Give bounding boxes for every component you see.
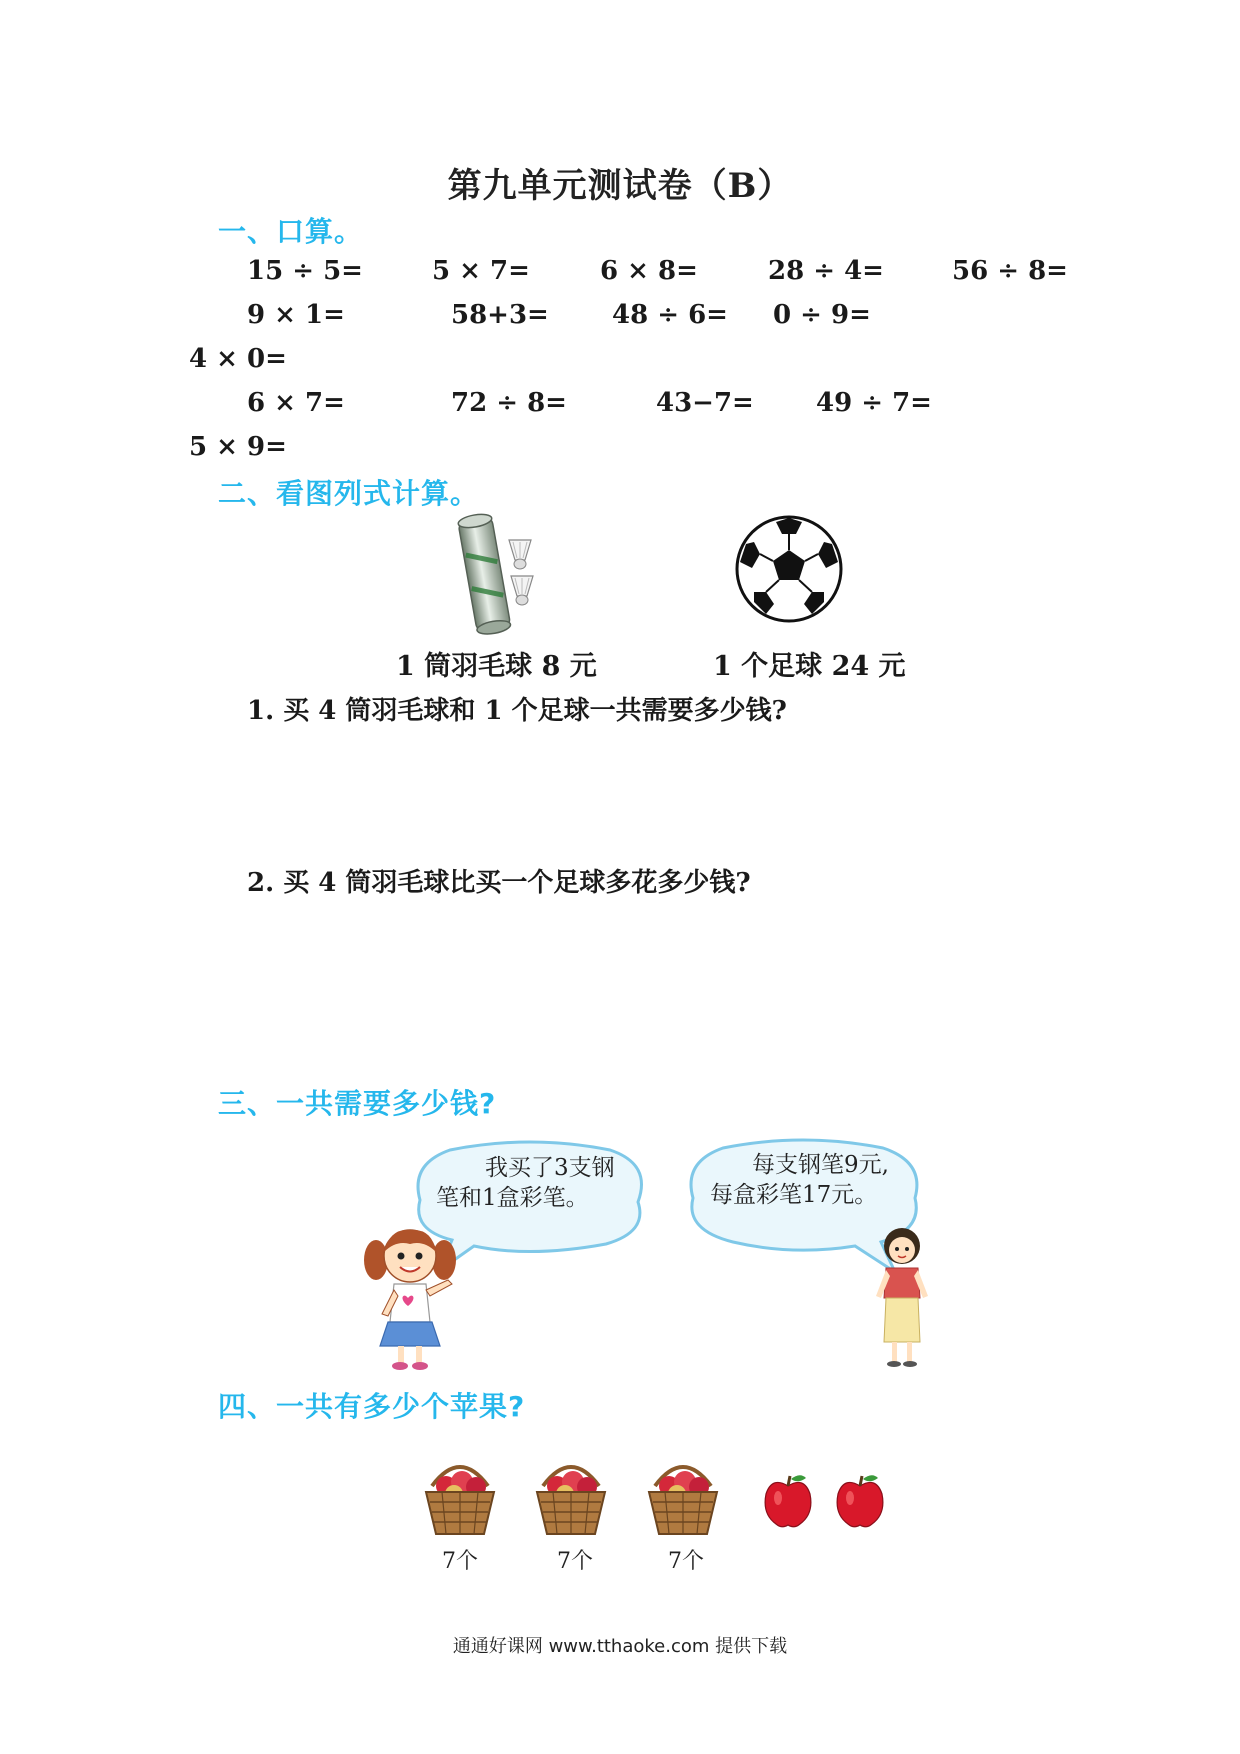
oral-item: 9 × 1= <box>247 300 345 330</box>
badminton-price: 1 筒羽毛球 8 元 <box>396 651 597 682</box>
oral-item: 72 ÷ 8= <box>451 388 567 418</box>
oral-item: 15 ÷ 5= <box>247 256 363 286</box>
section-4-heading: 四、一共有多少个苹果? <box>218 1390 526 1423</box>
basket-label: 7个 <box>442 1549 478 1574</box>
basket-label: 7个 <box>557 1549 593 1574</box>
basket-label: 7个 <box>668 1549 704 1574</box>
woman-speech-line-2: 每盒彩笔17元。 <box>710 1182 878 1208</box>
question-1: 1. 买 4 筒羽毛球和 1 个足球一共需要多少钱? <box>247 696 787 726</box>
girl-speech-line-2: 笔和1盒彩笔。 <box>436 1185 589 1211</box>
apple-basket-icon <box>422 1456 498 1536</box>
woman-speech-line-1: 每支钢笔9元, <box>752 1152 889 1178</box>
oral-item: 5 × 9= <box>189 432 287 462</box>
oral-item: 5 × 7= <box>432 256 530 286</box>
section-1-heading: 一、口算。 <box>218 215 364 248</box>
oral-item: 6 × 7= <box>247 388 345 418</box>
football-price: 1 个足球 24 元 <box>713 651 906 682</box>
oral-item: 4 × 0= <box>189 344 287 374</box>
oral-item: 58+3= <box>451 300 549 330</box>
oral-item: 6 × 8= <box>600 256 698 286</box>
footer-text: 通通好课网 www.tthaoke.com 提供下载 <box>452 1636 788 1657</box>
apple-basket-icon <box>533 1456 609 1536</box>
apple-basket-icon <box>645 1456 721 1536</box>
oral-item: 28 ÷ 4= <box>768 256 884 286</box>
girl-speech-line-1: 我买了3支钢 <box>485 1155 615 1181</box>
oral-item: 56 ÷ 8= <box>952 256 1068 286</box>
apple-icon <box>762 1472 814 1530</box>
section-2-heading: 二、看图列式计算。 <box>218 477 480 510</box>
apple-icon <box>834 1472 886 1530</box>
question-2: 2. 买 4 筒羽毛球比买一个足球多花多少钱? <box>247 868 751 898</box>
page-title: 第九单元测试卷（B） <box>447 166 793 206</box>
soccer-ball-icon <box>734 514 844 624</box>
oral-item: 49 ÷ 7= <box>816 388 932 418</box>
oral-item: 48 ÷ 6= <box>612 300 728 330</box>
woman-illustration <box>862 1224 942 1374</box>
girl-illustration <box>360 1222 470 1372</box>
section-3-heading: 三、一共需要多少钱? <box>218 1087 497 1120</box>
oral-item: 0 ÷ 9= <box>773 300 871 330</box>
oral-item: 43−7= <box>656 388 754 418</box>
badminton-tube-icon <box>455 512 545 637</box>
